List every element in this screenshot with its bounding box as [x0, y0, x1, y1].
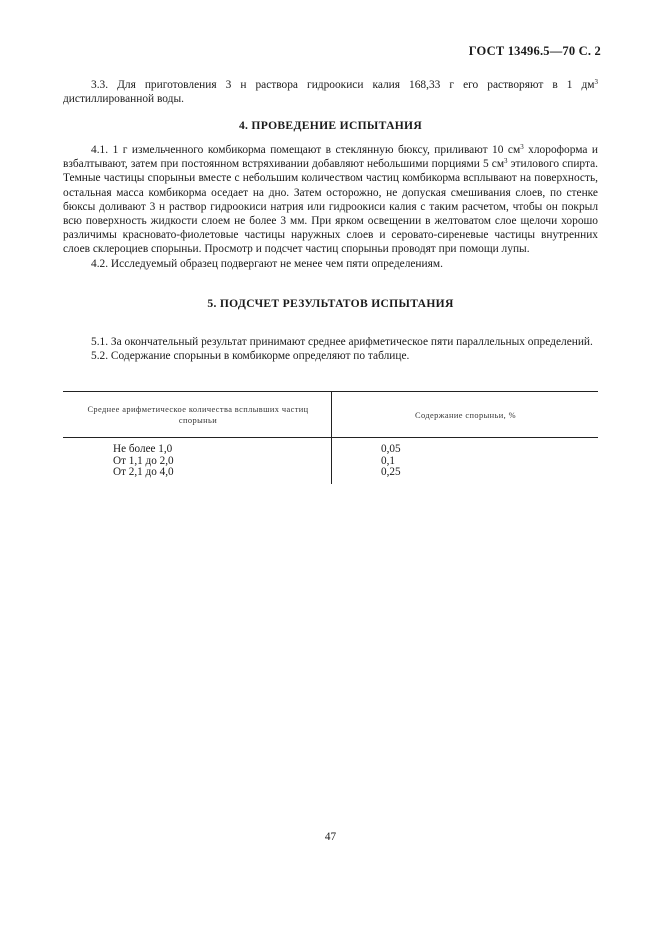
table-cell-content: 0,25 [381, 466, 401, 478]
table-cell-count: От 2,1 до 4,0 [113, 466, 174, 478]
document-header: ГОСТ 13496.5—70 С. 2 [468, 44, 601, 58]
superscript: 3 [504, 157, 508, 166]
section-5-body [63, 335, 598, 363]
paragraph-3-3 [63, 78, 598, 106]
section-4-body [63, 143, 598, 271]
page-number: 47 [324, 831, 337, 843]
paragraph-3-3-text-b: дистиллированной воды. [63, 93, 184, 106]
table-column-ergot-content [381, 444, 401, 479]
table-header-ergot-content: Содержание спорыньи, % [415, 411, 516, 420]
table-header-particle-count: Среднее арифметическое количества всплывших частиц спорыньи [87, 405, 309, 425]
table-cell-content: 0,1 [381, 454, 395, 467]
table-column-particle-count [113, 444, 174, 479]
paragraph-4-2: 4.2. Исследуемый образец подвергают не менее чем пяти определениям. [91, 257, 443, 270]
paragraph-4-1-text-b: хлороформа и взбалтывают, затем при постоянном встряхивании добавляют небольшими порциями 5 см [63, 144, 599, 171]
paragraph-5-2: 5.2. Содержание спорыньи в комбикорме определяют по таблице. [91, 350, 410, 363]
paragraph-3-3-text-a: 3.3. Для приготовления 3 н раствора гидроокиси калия 168,33 г его растворяют в 1 дм [91, 79, 595, 91]
paragraph-4-1 [63, 143, 598, 257]
superscript: 3 [594, 78, 598, 86]
paragraph-5-1: 5.1. За окончательный результат принимают среднее арифметическое пяти параллельных определений. [91, 336, 593, 348]
superscript: 3 [520, 143, 524, 151]
table-cell-count: Не более 1,0 [113, 443, 173, 455]
table-cell-content: 0,05 [381, 443, 401, 455]
paragraph-4-1-text-a: 4.1. 1 г измельченного комбикорма помещают в стеклянную бюксу, приливают 10 см [91, 144, 521, 156]
table-header-rule [63, 437, 598, 438]
section-4-heading: 4. ПРОВЕДЕНИЕ ИСПЫТАНИЯ [238, 119, 423, 132]
table-cell-count: От 1,1 до 2,0 [113, 454, 174, 467]
paragraph-4-1-text-c: этилового спирта. Темные частицы спорыньи вместе с небольшим количеством частиц комбикорма всплывают на поверхность, остальная масса комбикорма оседает на дно. Затем осторожно, не допуская смешивания слоев, по стенке бюксы доливают 3 н раствор гидроокиси натрия или гидроокиси калия с таким расчетом, чтобы он покрыл всю поверхность жидкости слоем не более 3 мм. При ярком освещении в желтоватом слое щелочи хорошо различимы красновато-фиолетовые частицы наружных слоев и серовато-сиреневые частицы внутренних слоев склероциев спорыньи. Просмотр и подсчет частиц спорыньи проводят при помощи лупы. [63, 158, 598, 256]
section-5-heading: 5. ПОДСЧЕТ РЕЗУЛЬТАТОВ ИСПЫТАНИЯ [207, 297, 454, 310]
